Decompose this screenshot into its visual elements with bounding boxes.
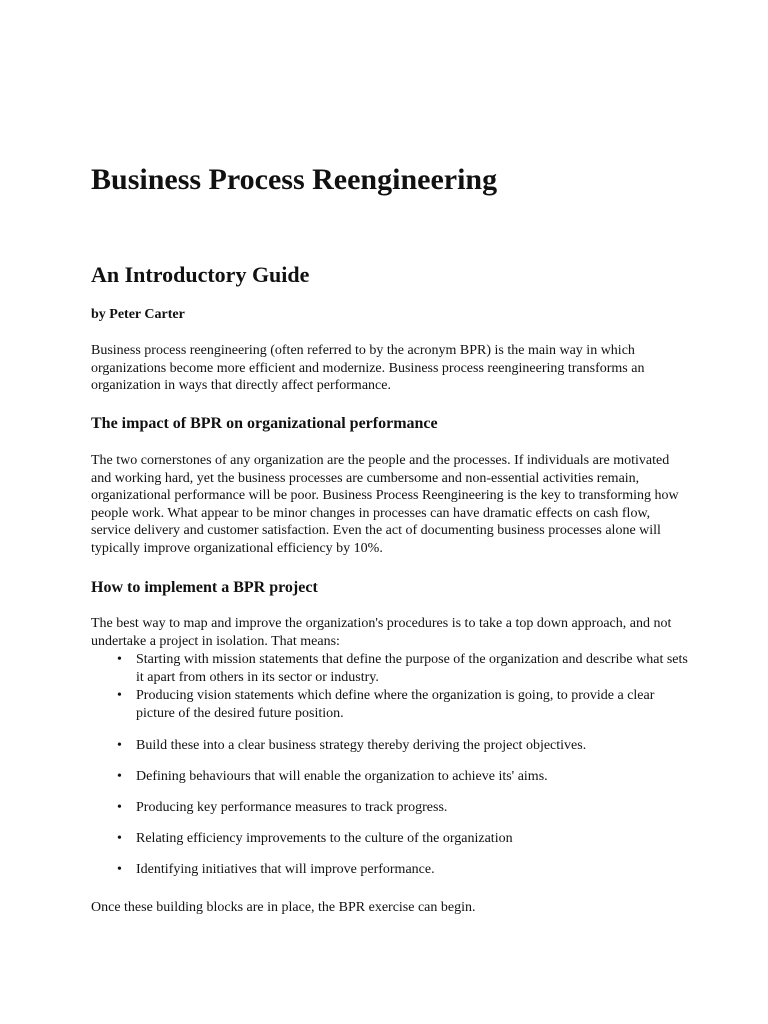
bullet-icon: • [117, 769, 122, 784]
section-body-implement: The best way to map and improve the organization's procedures is to take a top down approach, and not undertake a project in isolation. That means: [91, 616, 672, 649]
list-item [113, 687, 693, 722]
bullet-icon: • [117, 652, 122, 667]
section-heading-implement: How to implement a BPR project [91, 579, 318, 596]
list-item [113, 799, 693, 817]
bullet-icon: • [117, 800, 122, 815]
bullet-icon: • [117, 831, 122, 846]
list-item [113, 768, 693, 786]
section-body-impact: The two cornerstones of any organization are the people and the processes. If individuals are motivated and working hard, yet the business processes are cumbersome and non-essential activities remain, organizational performance will be poor. Business Process Reengineering is the key to transforming how people work. What appear to be minor changes in processes can have dramatic effects on cash flow, service delivery and customer satisfaction. Even the act of documenting business processes alone will typically improve organizational efficiency by 10%. [91, 453, 679, 556]
list-item-text: Build these into a clear business strategy thereby deriving the project objectives. [136, 738, 587, 753]
list-item [113, 737, 693, 755]
author-byline: by Peter Carter [91, 307, 185, 322]
list-item-text: Producing key performance measures to track progress. [136, 800, 448, 815]
document-subtitle: An Introductory Guide [91, 262, 310, 287]
bullet-icon: • [117, 862, 122, 877]
section-heading-impact: The impact of BPR on organizational performance [91, 415, 438, 432]
bullet-icon: • [117, 738, 122, 753]
list-item [113, 830, 693, 848]
list-item-text: Identifying initiatives that will improve performance. [136, 862, 435, 877]
list-item [113, 651, 693, 686]
bullet-icon: • [117, 688, 122, 703]
document-title: Business Process Reengineering [91, 163, 498, 196]
intro-paragraph: Business process reengineering (often referred to by the acronym BPR) is the main way in which organizations become more efficient and modernize. Business process reengineering transforms an organization in ways that directly affect performance. [91, 343, 645, 394]
list-item-text: Defining behaviours that will enable the organization to achieve its' aims. [136, 769, 548, 784]
list-item-text: Producing vision statements which define where the organization is going, to provide a clear picture of the desired future position. [136, 688, 655, 721]
list-item-text: Relating efficiency improvements to the culture of the organization [136, 831, 513, 846]
list-item-text: Starting with mission statements that define the purpose of the organization and describe what sets it apart from others in its sector or industry. [136, 652, 688, 685]
closing-paragraph: Once these building blocks are in place, the BPR exercise can begin. [91, 900, 476, 915]
list-item [113, 861, 693, 879]
